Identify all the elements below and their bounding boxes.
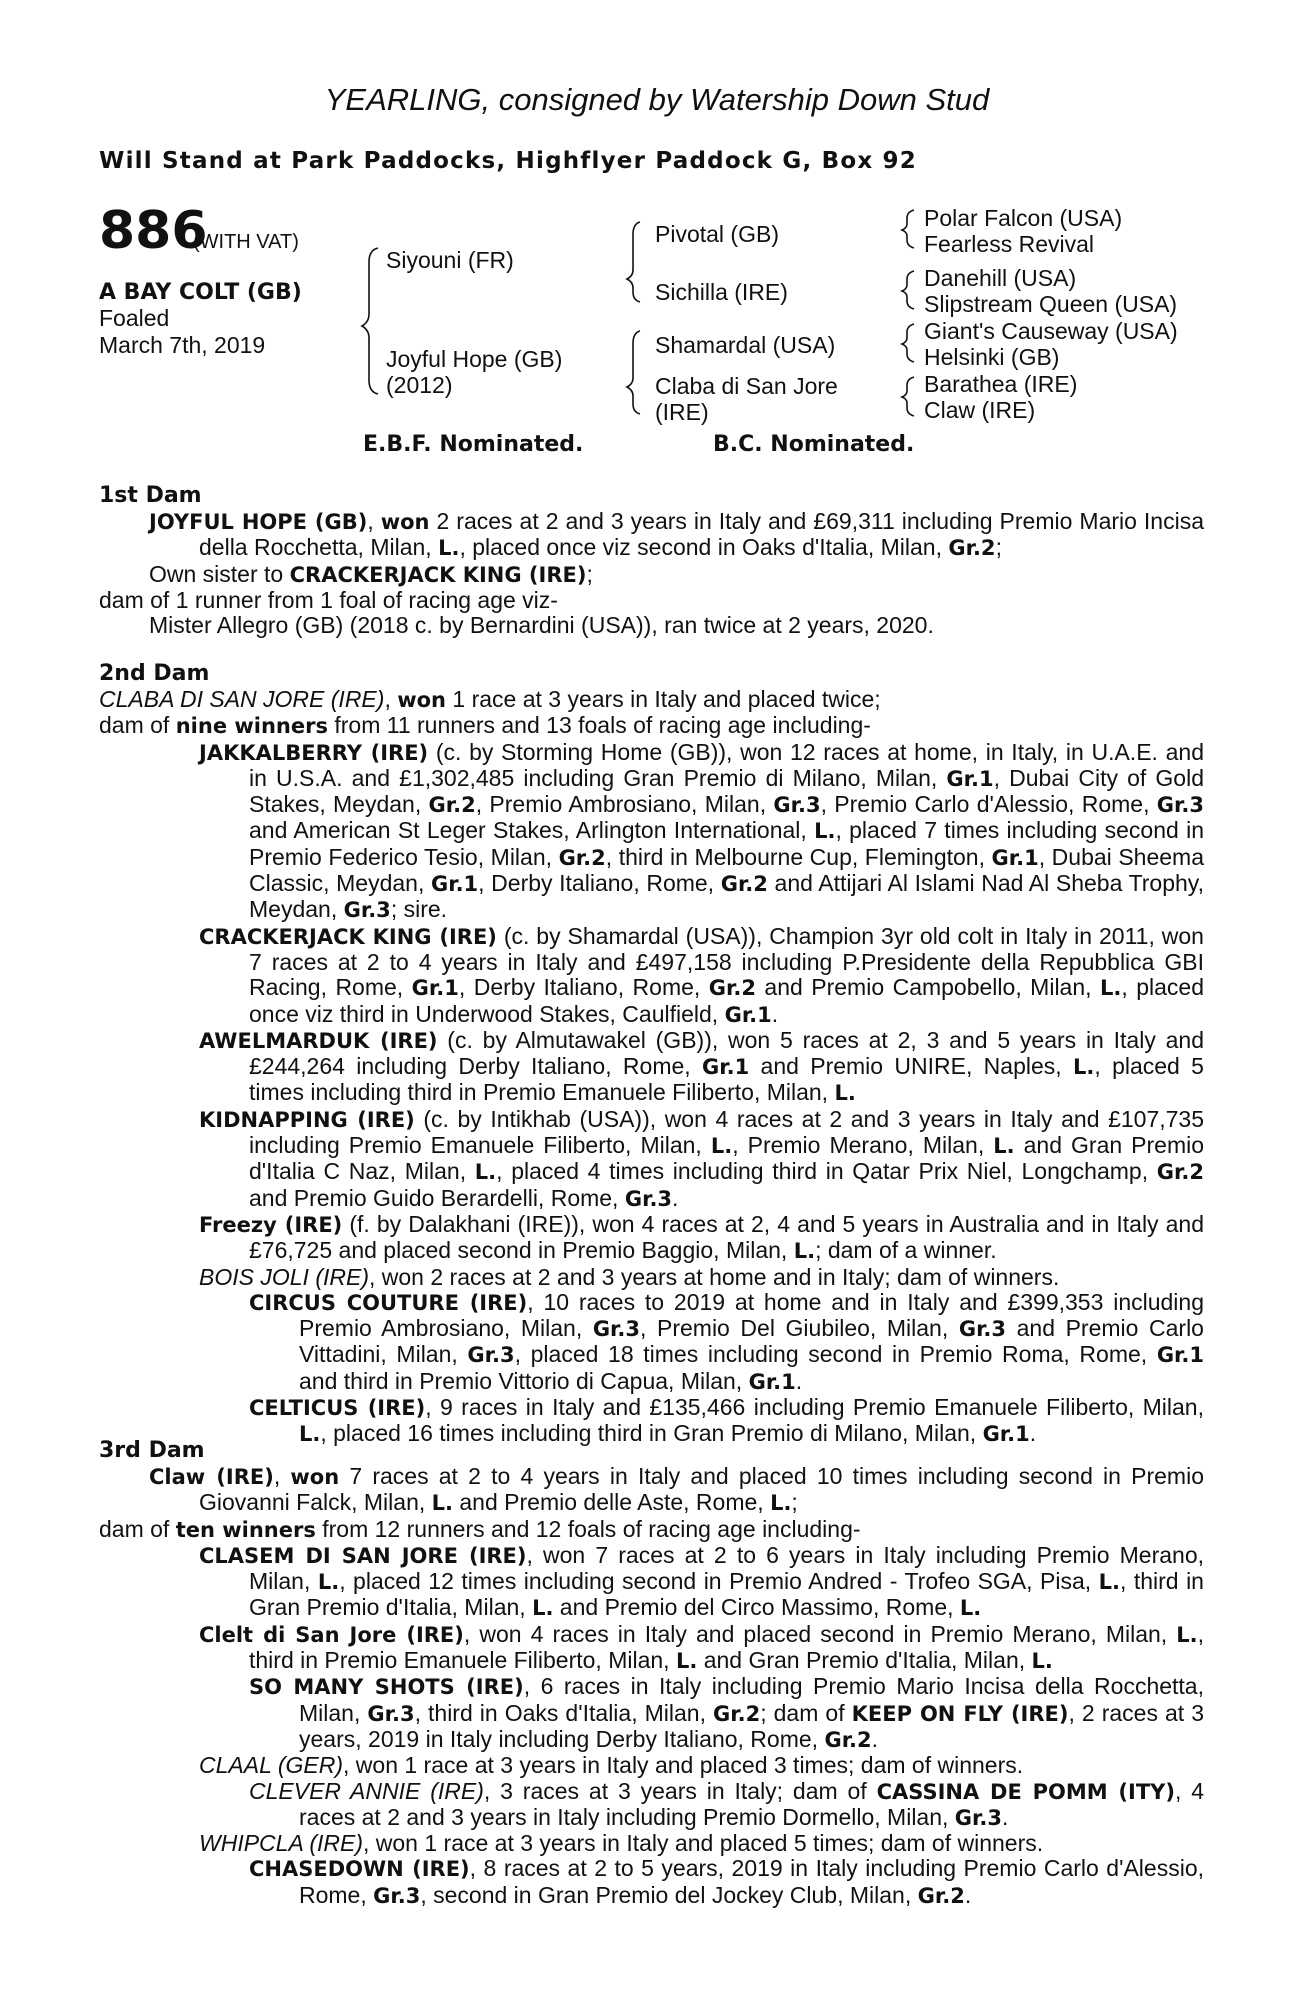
pedigree-g3-6: Helsinki (GB) xyxy=(924,344,1060,370)
pedigree-g3-5: Giant's Causeway (USA) xyxy=(924,318,1178,344)
pedigree-dam-dam-country: (IRE) xyxy=(655,399,709,425)
lot-number: 886 xyxy=(99,201,208,261)
ebf-nominated: E.B.F. Nominated. xyxy=(363,432,584,457)
second-dam-text: CLABA DI SAN JORE (IRE), won 1 race at 3 years in Italy and placed twice; dam of nine winners from 11 runners and 13 foals of racing age including- JAKKALBERRY (IRE) (c. by Storming Home (GB)), won 12 races at home, in Italy, in U.A.E. and in U.S.A. and £1,302,485 including Gran Premio di Milano, Milan, Gr.1, Dubai City of Gold Stakes, Meydan, Gr.2, Premio Ambrosiano, Milan, Gr.3, Premio Carlo d'Alessio, Rome, Gr.3 and American St Leger Stakes, Arlington International, L., placed 7 times including second in Premio Federico Tesio, Milan, Gr.2, third in Melbourne Cup, Flemington, Gr.1, Dubai Sheema Classic, Meydan, Gr.1, Derby Italiano, Rome, Gr.2 and Attijari Al Islami Nad Al Sheba Trophy, Meydan, Gr.3; sire. CRACKERJACK KING (IRE) (c. by Shamardal (USA)), Champion 3yr old colt in Italy in 2011, won 7 races at 2 to 4 years in Italy and £497,158 including P.Presidente della Repubblica GBI Racing, Rome, Gr.1, Derby Italiano, Rome, Gr.2 and Premio Campobello, Milan, L., placed once viz third in Underwood Stakes, Caulfield, Gr.1. AWELMARDUK (IRE) (c. by Almutawakel (GB)), won 5 races at 2, 3 and 5 years in Italy and £244,264 including Derby Italiano, Rome, Gr.1 and Premio UNIRE, Naples, L., placed 5 times including third in Premio Emanuele Filiberto, Milan, L. KIDNAPPING (IRE) (c. by Intikhab (USA)), won 4 races at 2 and 3 years in Italy and £107,735 including Premio Emanuele Filiberto, Milan, L., Premio Merano, Milan, L. and Gran Premio d'Italia C Naz, Milan, L., placed 4 times including third in Qatar Prix Niel, Longchamp, Gr.2 and Premio Guido Berardelli, Rome, Gr.3. Freezy (IRE) (f. by Dalakhani (IRE)), won 4 races at 2, 4 and 5 years in Australia and in Italy and £76,725 and placed second in Premio Baggio, Milan, L.; dam of a winner. BOIS JOLI (IRE), won 2 races at 2 and 3 years at home and in Italy; dam of winners. CIRCUS COUTURE (IRE), 10 races to 2019 at home and in Italy and £399,353 including Premio Ambrosiano, Milan, Gr.3, Premio Del Giubileo, Milan, Gr.3 and Premio Carlo Vittadini, Milan, Gr.3, placed 18 times including second in Premio Roma, Rome, Gr.1 and third in Premio Vittorio di Capua, Milan, Gr.1. CELTICUS (IRE), 9 races in Italy and £135,466 including Premio Emanuele Filiberto, Milan, L., placed 16 times including third in Gran Premio di Milano, Milan, Gr.1. xyxy=(99,686,1205,1447)
vat-note: (WITH VAT) xyxy=(193,231,299,253)
first-dam-text: JOYFUL HOPE (GB), won 2 races at 2 and 3 years in Italy and £69,311 including Premio Mario Incisa della Rocchetta, Milan, L., placed once viz second in Oaks d'Italia, Milan, Gr.2; Own sister to CRACKERJACK KING (IRE); dam of 1 runner from 1 foal of racing age viz- Mister Allegro (GB) (2018 c. by Bernardini (USA)), ran twice at 2 years, 2020. xyxy=(99,508,1204,639)
pedigree-g3-1: Polar Falcon (USA) xyxy=(924,205,1123,231)
pedigree-g3-7: Barathea (IRE) xyxy=(924,371,1078,397)
pedigree-dam: Joyful Hope (GB) xyxy=(386,346,563,372)
foaled-date: March 7th, 2019 xyxy=(99,332,266,358)
lot-title: A BAY COLT (GB) xyxy=(99,280,302,305)
pedigree-g3-3: Danehill (USA) xyxy=(924,265,1077,291)
pedigree-dam-year: (2012) xyxy=(386,372,453,398)
third-dam-text: Claw (IRE), won 7 races at 2 to 4 years in Italy and placed 10 times including second in Premio Giovanni Falck, Milan, L. and Premio delle Aste, Rome, L.; dam of ten winners from 12 runners and 12 foals of racing age including- CLASEM DI SAN JORE (IRE), won 7 races at 2 to 6 years in Italy including Premio Merano, Milan, L., placed 12 times including second in Premio Andred - Trofeo SGA, Pisa, L., third in Gran Premio d'Italia, Milan, L. and Premio del Circo Massimo, Rome, L. Clelt di San Jore (IRE), won 4 races in Italy and placed second in Premio Merano, Milan, L., third in Premio Emanuele Filiberto, Milan, L. and Gran Premio d'Italia, Milan, L. SO MANY SHOTS (IRE), 6 races in Italy including Premio Mario Incisa della Rocchetta, Milan, Gr.3, third in Oaks d'Italia, Milan, Gr.2; dam of KEEP ON FLY (IRE), 2 races at 3 years, 2019 in Italy including Derby Italiano, Rome, Gr.2. CLAAL (GER), won 1 race at 3 years in Italy and placed 3 times; dam of winners. CLEVER ANNIE (IRE), 3 races at 3 years in Italy; dam of CASSINA DE POMM (ITY), 4 races at 2 and 3 years in Italy including Premio Dormello, Milan, Gr.3. WHIPCLA (IRE), won 1 race at 3 years in Italy and placed 5 times; dam of winners. CHASEDOWN (IRE), 8 races at 2 to 5 years, 2019 in Italy including Premio Carlo d'Alessio, Rome, Gr.3, second in Gran Premio del Jockey Club, Milan, Gr.2. xyxy=(99,1463,1205,1908)
pedigree-sire-dam: Sichilla (IRE) xyxy=(655,279,788,305)
pedigree-dam-sire: Shamardal (USA) xyxy=(655,332,836,358)
pedigree-g3-2: Fearless Revival xyxy=(924,231,1094,257)
foaled-label: Foaled xyxy=(99,305,170,331)
consigned-by-line: YEARLING, consigned by Watership Down Stud xyxy=(324,82,990,117)
pedigree-dam-dam: Claba di San Jore xyxy=(655,373,838,399)
first-dam-heading: 1st Dam xyxy=(99,483,202,508)
third-dam-heading: 3rd Dam xyxy=(99,1438,205,1463)
pedigree-sire-sire: Pivotal (GB) xyxy=(655,221,779,247)
pedigree-g3-4: Slipstream Queen (USA) xyxy=(924,291,1178,317)
second-dam-heading: 2nd Dam xyxy=(99,661,210,686)
pedigree-g3-8: Claw (IRE) xyxy=(924,397,1036,423)
location-line: Will Stand at Park Paddocks, Highflyer Paddock G, Box 92 xyxy=(99,148,917,174)
pedigree-sire: Siyouni (FR) xyxy=(386,247,514,273)
bc-nominated: B.C. Nominated. xyxy=(713,432,915,457)
